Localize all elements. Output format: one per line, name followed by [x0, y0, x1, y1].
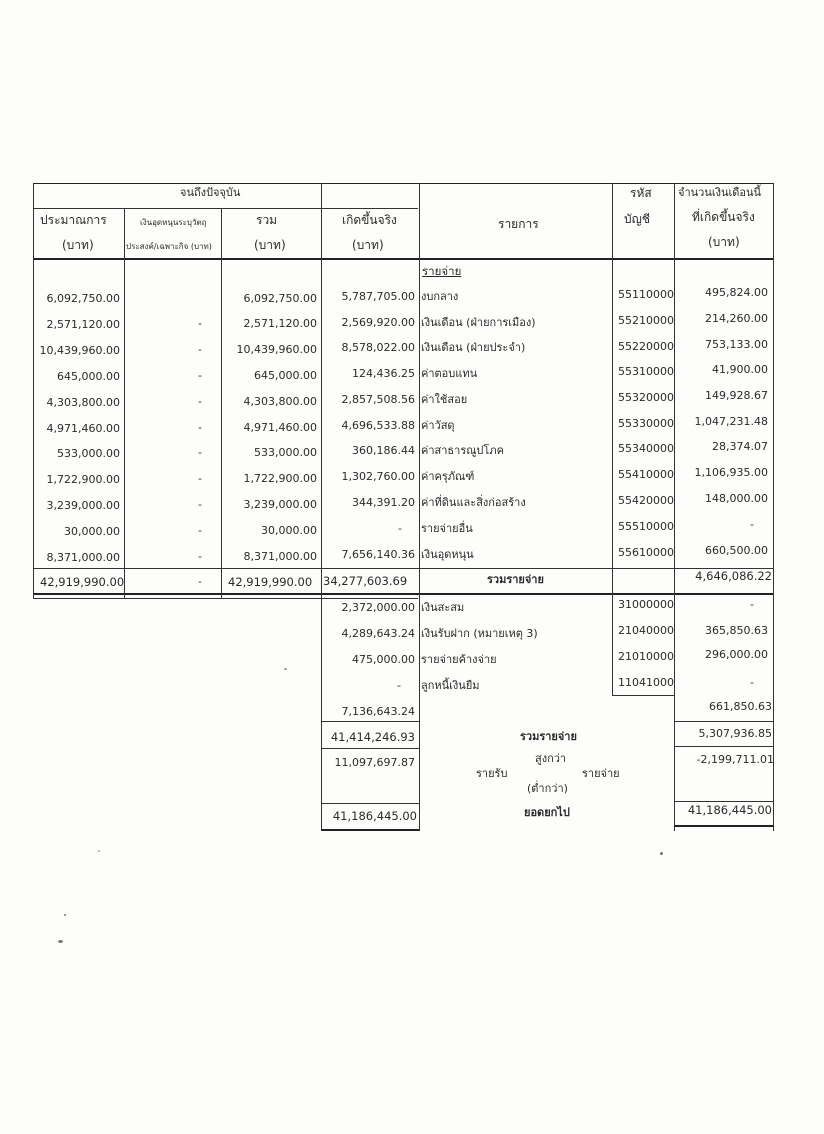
cell-item: ลูกหนี้เงินยืม — [421, 679, 480, 692]
total-row-top-border — [33, 568, 774, 569]
subtotal-actual: 7,136,643.24 — [341, 705, 415, 718]
cell-subsidy: - — [198, 421, 202, 434]
cell-subsidy: - — [198, 524, 202, 537]
cell-code: 21040000 — [618, 624, 674, 637]
cell-actual: - — [397, 679, 401, 692]
cell-month: 296,000.00 — [705, 648, 768, 661]
scan-speck — [64, 914, 66, 916]
cell-budget: 645,000.00 — [57, 370, 120, 383]
col-divider — [221, 208, 222, 598]
cell-code: 31000000 — [618, 598, 674, 611]
cell-total: 8,371,000.00 — [243, 550, 317, 563]
cell-subsidy: - — [198, 395, 202, 408]
carry-label: ยอดยกไป — [524, 806, 570, 819]
cell-code: 55210000 — [618, 314, 674, 327]
header-subsidy-sub: ประสงค์/เฉพาะกิจ (บาท) — [126, 242, 212, 251]
cell-month: 1,106,935.00 — [694, 466, 768, 479]
cell-budget: 30,000.00 — [64, 525, 120, 538]
total-actual: 34,277,603.69 — [323, 574, 408, 588]
cell-month: 495,824.00 — [705, 286, 768, 299]
cell-total: 10,439,960.00 — [236, 343, 317, 356]
cell-code: 11041000 — [618, 676, 674, 689]
diff-month: -2,199,711.01 — [696, 753, 774, 766]
carry-actual: 41,186,445.00 — [332, 809, 417, 823]
col-divider — [674, 183, 675, 831]
cell-budget: 1,722,900.00 — [46, 473, 120, 486]
cell-subsidy: - — [198, 550, 202, 563]
diff-actual: 11,097,697.87 — [334, 756, 415, 769]
cell-month: 214,260.00 — [705, 312, 768, 325]
header-group-underline — [33, 208, 418, 209]
cell-actual: 124,436.25 — [352, 367, 415, 380]
cell-subsidy: - — [198, 446, 202, 459]
cell-item: งบกลาง — [421, 290, 459, 303]
cell-code: 55220000 — [618, 340, 674, 353]
cell-item: รายจ่ายอื่น — [421, 522, 473, 535]
total-subsidy: - — [198, 575, 202, 588]
cell-item: เงินเดือน (ฝ่ายประจำ) — [421, 341, 526, 354]
cell-budget: 8,371,000.00 — [46, 551, 120, 564]
cell-actual: 4,696,533.88 — [341, 419, 415, 432]
cell-total: 3,239,000.00 — [243, 498, 317, 511]
cell-code: 55340000 — [618, 442, 674, 455]
cell-month: - — [750, 676, 754, 689]
cell-item: รายจ่ายค้างจ่าย — [421, 653, 497, 666]
col-divider — [612, 183, 613, 695]
scan-speck — [660, 852, 663, 855]
cell-actual: 1,302,760.00 — [341, 470, 415, 483]
col-divider — [124, 208, 125, 598]
cell-total: 645,000.00 — [254, 369, 317, 382]
cell-code: 55420000 — [618, 494, 674, 507]
cell-actual: - — [398, 522, 402, 535]
cell-actual: 2,372,000.00 — [341, 601, 415, 614]
cell-month: 1,047,231.48 — [694, 415, 768, 428]
cell-item: เงินเดือน (ฝ่ายการเมือง) — [421, 316, 536, 329]
cell-code: 55330000 — [618, 417, 674, 430]
header-code-2: บัญชี — [624, 212, 650, 226]
cell-code: 21010000 — [618, 650, 674, 663]
header-budget: ประมาณการ — [40, 213, 107, 227]
cell-total: 533,000.00 — [254, 446, 317, 459]
diff-label-expense: รายจ่าย — [582, 767, 620, 780]
cell-budget: 6,092,750.00 — [46, 292, 120, 305]
cell-code: 55110000 — [618, 288, 674, 301]
header-actual: เกิดขึ้นจริง — [342, 213, 397, 227]
cell-code: 55310000 — [618, 365, 674, 378]
scan-speck — [58, 940, 63, 943]
header-actual-unit: (บาท) — [352, 238, 384, 252]
cell-code: 55320000 — [618, 391, 674, 404]
header-month-1: จำนวนเงินเดือนนี้ — [678, 186, 762, 199]
col-divider — [419, 183, 420, 831]
cell-total: 6,092,750.00 — [243, 292, 317, 305]
cell-month: 28,374.07 — [712, 440, 768, 453]
cell-month: 148,000.00 — [705, 492, 768, 505]
code-col-bottom — [612, 695, 674, 696]
cell-subsidy: - — [198, 498, 202, 511]
cell-total: 1,722,900.00 — [243, 472, 317, 485]
cell-item: ค่าสาธารณูปโภค — [421, 444, 504, 457]
carry-month-line — [674, 825, 774, 827]
total-row-bottom-border — [33, 593, 774, 595]
cell-budget: 533,000.00 — [57, 447, 120, 460]
cell-budget: 4,303,800.00 — [46, 396, 120, 409]
carry-month: 41,186,445.00 — [687, 803, 772, 817]
cell-item: ค่าครุภัณฑ์ — [421, 470, 475, 483]
cell-actual: 5,787,705.00 — [341, 290, 415, 303]
header-total: รวม — [256, 213, 278, 227]
cell-code: 55610000 — [618, 546, 674, 559]
diff-actual-line — [321, 803, 419, 804]
header-group-title: จนถึงปัจจุบัน — [180, 186, 241, 199]
grand-total-actual: 41,414,246.93 — [330, 730, 415, 744]
header-total-unit: (บาท) — [254, 238, 286, 252]
diff-month-line — [674, 801, 774, 802]
header-month-2: ที่เกิดขึ้นจริง — [692, 210, 755, 224]
header-budget-unit: (บาท) — [62, 238, 94, 252]
cell-actual: 360,186.44 — [352, 444, 415, 457]
cell-actual: 344,391.20 — [352, 496, 415, 509]
cell-item: เงินอุดหนุน — [421, 548, 474, 561]
cell-code: 55410000 — [618, 468, 674, 481]
cell-total: 4,971,460.00 — [243, 421, 317, 434]
cell-total: 2,571,120.00 — [243, 317, 317, 330]
section-title: รายจ่าย — [422, 264, 462, 278]
cell-actual: 4,289,643.24 — [341, 627, 415, 640]
cell-month: 41,900.00 — [712, 363, 768, 376]
diff-label-income: รายรับ — [476, 767, 508, 780]
table-top-border — [33, 183, 774, 184]
grand-total-label: รวมรายจ่าย — [520, 730, 577, 743]
cell-month: 660,500.00 — [705, 544, 768, 557]
scan-speck — [284, 668, 287, 670]
subtotal-month-line — [674, 721, 774, 722]
cell-item: เงินสะสม — [421, 601, 465, 614]
cell-actual: 7,656,140.36 — [341, 548, 415, 561]
cell-total: 4,303,800.00 — [243, 395, 317, 408]
cell-item: ค่าวัสดุ — [421, 419, 455, 432]
grand-total-month: 5,307,936.85 — [698, 727, 772, 740]
cell-actual: 2,857,508.56 — [341, 393, 415, 406]
cell-actual: 475,000.00 — [352, 653, 415, 666]
carry-actual-line — [321, 829, 419, 831]
header-month-unit: (บาท) — [708, 235, 740, 249]
subtotal-month: 661,850.63 — [709, 700, 772, 713]
header-item: รายการ — [498, 217, 539, 231]
cell-month: 753,133.00 — [705, 338, 768, 351]
cell-actual: 8,578,022.00 — [341, 341, 415, 354]
cell-month: 365,850.63 — [705, 624, 768, 637]
total-total: 42,919,990.00 — [228, 575, 313, 589]
total-month: 4,646,086.22 — [695, 569, 772, 583]
table-right-border — [773, 183, 774, 831]
cell-month: 149,928.67 — [705, 389, 768, 402]
col-divider — [321, 183, 322, 831]
grand-total-month-line — [674, 746, 774, 747]
subtotal-actual-line — [321, 721, 419, 722]
cell-month: - — [750, 518, 754, 531]
cell-subsidy: - — [198, 343, 202, 356]
diff-label-higher: สูงกว่า — [535, 752, 567, 765]
cell-subsidy: - — [198, 369, 202, 382]
diff-label-lower: (ต่ำกว่า) — [527, 782, 568, 795]
cell-budget: 10,439,960.00 — [39, 344, 120, 357]
cell-subsidy: - — [198, 317, 202, 330]
cell-subsidy: - — [198, 472, 202, 485]
total-label: รวมรายจ่าย — [487, 573, 544, 586]
header-bottom-border — [33, 258, 774, 260]
table-left-border — [33, 183, 34, 599]
cell-item: ค่าใช้สอย — [421, 393, 468, 406]
cell-actual: 2,569,920.00 — [341, 316, 415, 329]
cell-budget: 4,971,460.00 — [46, 422, 120, 435]
header-code-1: รหัส — [630, 186, 652, 200]
total-row-double-border — [33, 598, 418, 599]
cell-code: 55510000 — [618, 520, 674, 533]
cell-item: ค่าที่ดินและสิ่งก่อสร้าง — [421, 496, 526, 509]
cell-month: - — [750, 598, 754, 611]
header-subsidy: เงินอุดหนุนระบุวัตถุ — [140, 218, 207, 227]
cell-total: 30,000.00 — [261, 524, 317, 537]
cell-item: ค่าตอบแทน — [421, 367, 478, 380]
cell-budget: 3,239,000.00 — [46, 499, 120, 512]
grand-total-actual-line — [321, 748, 419, 749]
cell-item: เงินรับฝาก (หมายเหตุ 3) — [421, 627, 538, 640]
cell-budget: 2,571,120.00 — [46, 318, 120, 331]
total-budget: 42,919,990.00 — [40, 575, 125, 589]
scan-speck — [98, 850, 100, 852]
